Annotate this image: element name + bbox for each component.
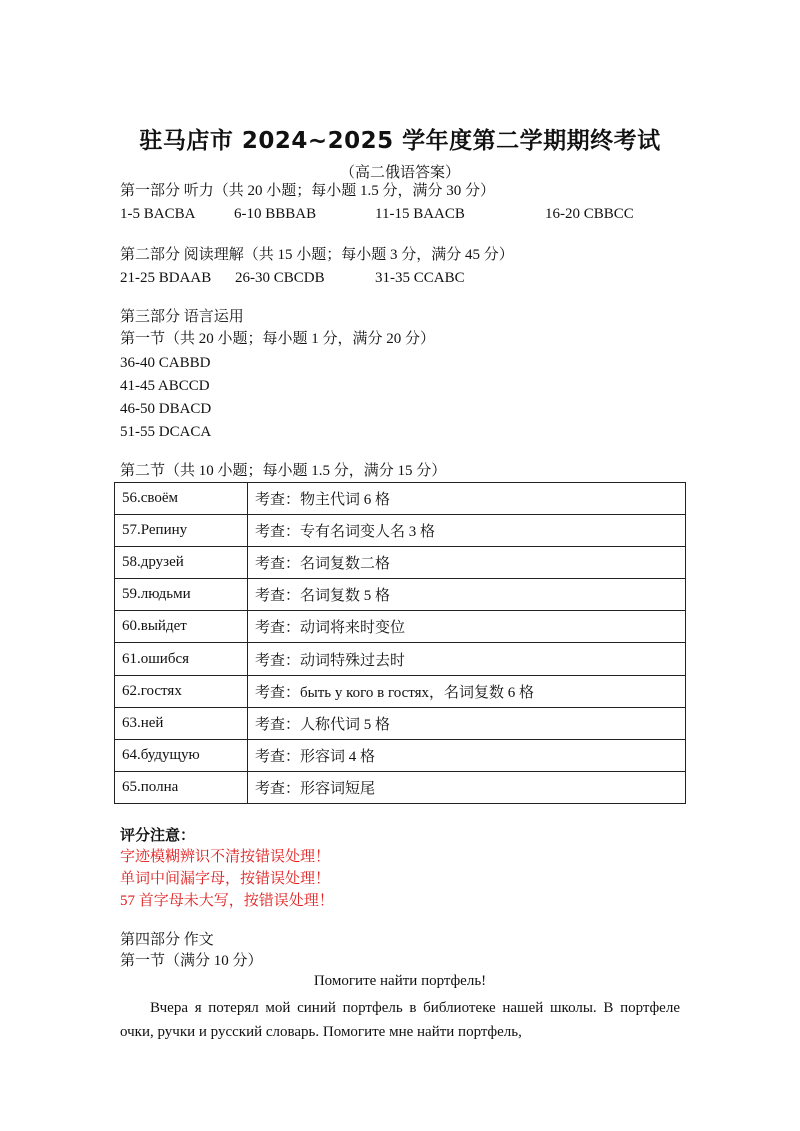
note-cell: 考查：动词特殊过去时	[248, 643, 686, 675]
part2-heading: 第二部分 阅读理解（共 15 小题；每小题 3 分，满分 45 分）	[120, 247, 514, 263]
note-cell: 考查：专有名词变人名 3 格	[248, 515, 686, 547]
note-cell: 考查：名词复数二格	[248, 547, 686, 579]
answer-cell: 65.полна	[115, 771, 248, 803]
part3-section1-group: 36-40 CABBD	[120, 355, 211, 371]
table-row	[115, 675, 686, 707]
scoring-notes-heading: 评分注意：	[120, 828, 196, 844]
answer-cell: 60.выйдет	[115, 611, 248, 643]
essay-title: Помогите найти портфель!	[313, 973, 487, 989]
part4-heading: 第四部分 作文	[120, 932, 214, 948]
table-row	[115, 707, 686, 739]
part3-section1-group: 41-45 ABCCD	[120, 378, 210, 394]
table-row	[115, 771, 686, 803]
answer-cell: 62.гостях	[115, 675, 248, 707]
scoring-note: 字迹模糊辨识不清按错误处理！	[120, 849, 331, 865]
scoring-note: 57 首字母未大写，按错误处理！	[120, 893, 334, 909]
part2-group: 31-35 CCABC	[375, 270, 465, 286]
table-row	[115, 643, 686, 675]
table-row	[115, 611, 686, 643]
answer-cell: 57.Репину	[115, 515, 248, 547]
part1-heading: 第一部分 听力（共 20 小题；每小题 1.5 分，满分 30 分）	[120, 183, 496, 199]
part3-section1-group: 46-50 DBACD	[120, 401, 212, 417]
scoring-note: 单词中间漏字母，按错误处理！	[120, 871, 331, 887]
note-cell: 考查：物主代词 6 格	[248, 483, 686, 515]
part3-section1-group: 51-55 DCACA	[120, 424, 212, 440]
part3-section1-heading: 第一节（共 20 小题；每小题 1 分，满分 20 分）	[120, 331, 436, 347]
answers-table	[114, 482, 686, 804]
answer-cell: 63.ней	[115, 707, 248, 739]
table-row	[115, 483, 686, 515]
note-cell: 考查：动词将来时变位	[248, 611, 686, 643]
page-subtitle: （高二俄语答案）	[339, 165, 460, 181]
part3-section2-heading: 第二节（共 10 小题；每小题 1.5 分，满分 15 分）	[120, 463, 447, 479]
note-cell: 考查：形容词短尾	[248, 771, 686, 803]
table-row	[115, 547, 686, 579]
essay-text: Вчера я потерял мой синий портфель в библиотеке нашей школы. В портфеле очки, ручки и русский словарь. Помогите мне найти портфель,	[120, 1000, 680, 1040]
part1-group: 6-10 BBBAB	[234, 206, 317, 222]
part4-section1-heading: 第一节（满分 10 分）	[120, 953, 263, 969]
note-cell: 考查：быть у кого в гостях，名词复数 6 格	[248, 675, 686, 707]
page-title: 驻马店市 2024~2025 学年度第二学期期终考试	[139, 128, 661, 154]
part3-heading: 第三部分 语言运用	[120, 309, 244, 325]
table-row	[115, 739, 686, 771]
answer-cell: 59.людьми	[115, 579, 248, 611]
answer-cell: 64.будущую	[115, 739, 248, 771]
answer-cell: 61.ошибся	[115, 643, 248, 675]
answer-cell: 58.друзей	[115, 547, 248, 579]
note-cell: 考查：形容词 4 格	[248, 739, 686, 771]
part1-group: 1-5 BACBA	[120, 206, 196, 222]
table-row	[115, 579, 686, 611]
note-cell: 考查：名词复数 5 格	[248, 579, 686, 611]
answer-cell: 56.своём	[115, 483, 248, 515]
part2-group: 26-30 CBCDB	[235, 270, 325, 286]
part1-group: 16-20 CBBCC	[545, 206, 634, 222]
table-row	[115, 515, 686, 547]
note-cell: 考查：人称代词 5 格	[248, 707, 686, 739]
part2-group: 21-25 BDAAB	[120, 270, 212, 286]
part1-group: 11-15 BAACB	[375, 206, 465, 222]
